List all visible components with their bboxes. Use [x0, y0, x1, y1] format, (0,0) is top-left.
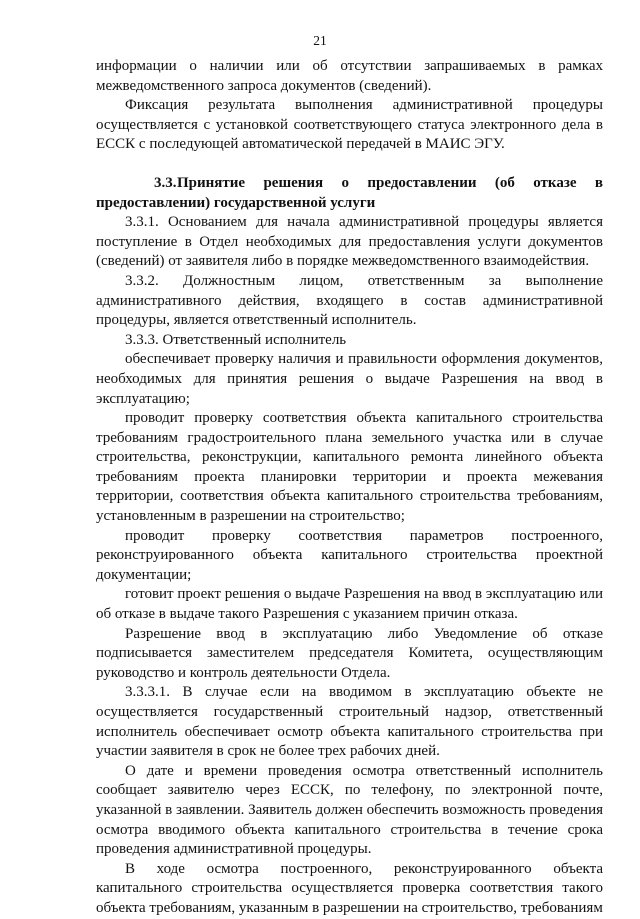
paragraph: Разрешение ввод в эксплуатацию либо Уведомление об отказе подписывается заместителем председателя Комитета, осуществляющим руководство и контроль деятельности Отдела. — [96, 625, 603, 681]
paragraph: Фиксация результата выполнения административной процедуры осуществляется с установкой соответствующего статуса электронного дела в ЕССК с последующей автоматической передачей в МАИС ЭГУ. — [96, 97, 603, 153]
section-title: Принятие решения о предоставлении (об отказе в предоставлении) государственной услуги — [96, 174, 603, 211]
paragraph: О дате и времени проведения осмотра ответственный исполнитель сообщает заявителю через ЕССК, по телефону, по электронной почте, указанной в заявлении. Заявитель должен обеспечить возможность проведения осмотра вводимого объекта капитального строительства в течение срока проведения административной процедуры. — [96, 762, 603, 858]
paragraph: В ходе осмотра построенного, реконструированного объекта капитального строительства осуществляется проверка соответствия такого объекта требованиям, указанным в разрешении на строительство, требованиям — [96, 860, 603, 916]
paragraph: 3.3.3. Ответственный исполнитель — [125, 331, 347, 348]
section-heading — [96, 174, 603, 213]
paragraph: готовит проект решения о выдаче Разрешения на ввод в эксплуатацию или об отказе в выдаче такого Разрешения с указанием причин отказа. — [96, 586, 603, 623]
paragraph: 3.3.2. Должностным лицом, ответственным за выполнение административного действия, входящего в состав административной процедуры, является ответственный исполнитель. — [96, 272, 603, 329]
paragraph: 3.3.3.1. В случае если на вводимом в эксплуатацию объекте не осуществляется государственный строительный надзор, ответственный исполнитель обеспечивает осмотр объекта капитального строительства при участии заявителя в срок не более трех рабочих дней. — [96, 684, 603, 760]
paragraph: проводит проверку соответствия параметров построенного, реконструированного объекта капитального строительства проектной документации; — [96, 527, 603, 583]
paragraph: проводит проверку соответствия объекта капитального строительства требованиям градостроительного плана земельного участка или в случае строительства, реконструкции, капитального ремонта линейного объекта требованиям проекта планировки территории и проекта межевания территории, соответствия объекта капитального строительства требованиям, установленным в разрешении на строительство; — [96, 410, 603, 525]
paragraph: 3.3.1. Основанием для начала административной процедуры является поступление в Отдел необходимых для предоставления услуги документов (сведений) от заявителя либо в порядке межведомственного взаимодействия. — [96, 214, 603, 270]
body-text — [96, 57, 603, 919]
section-number: 3.3. — [154, 174, 177, 191]
page-number: 21 — [313, 33, 327, 48]
paragraph: информации о наличии или об отсутствии запрашиваемых в рамках межведомственного запроса документов (сведений). — [96, 58, 603, 94]
paragraph: обеспечивает проверку наличия и правильности оформления документов, необходимых для принятия решения о выдаче Разрешения на ввод в эксплуатацию; — [96, 351, 603, 407]
